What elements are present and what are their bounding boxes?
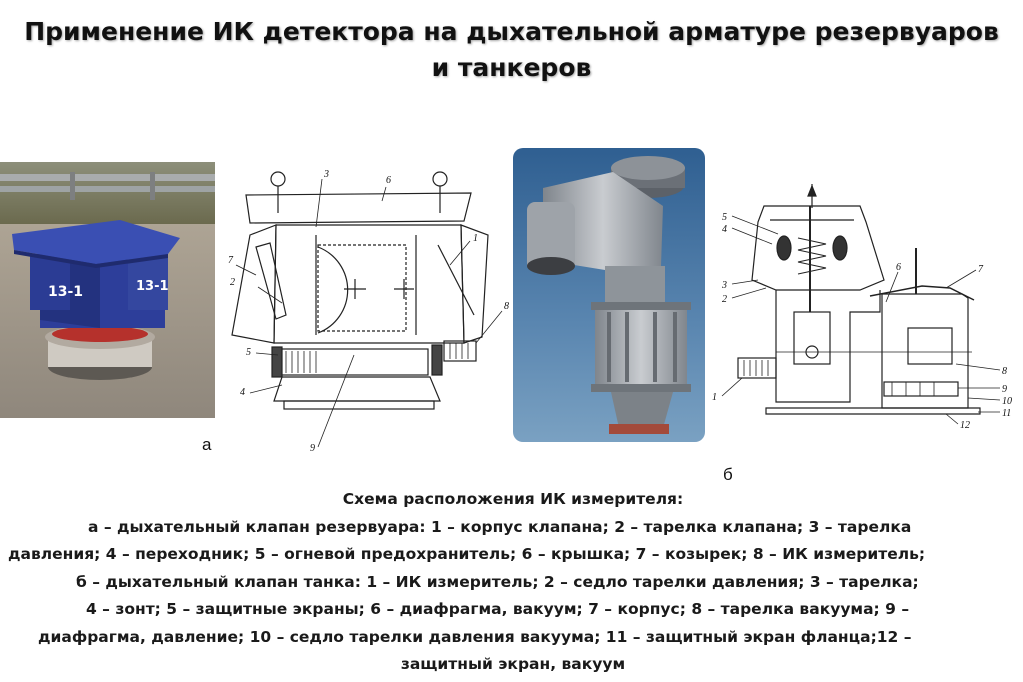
caption-a-line-2: давления; 4 – переходник; 5 – огневой предохранитель; 6 – крышка; 7 – козырек; 8 – ИК измеритель; [8,545,926,563]
diagram-b-callout-1: 1 [712,392,717,403]
diagram-a-callout-7: 7 [228,255,233,266]
diagram-b-callout-10: 10 [1002,396,1012,407]
diagram-b-callout-9: 9 [1002,384,1007,395]
figure-label-b: б [723,465,733,484]
diagram-b-callout-11: 11 [1002,408,1012,419]
caption-b-line-2: 4 – зонт; 5 – защитные экраны; 6 – диафрагма, вакуум; 7 – корпус; 8 – тарелка вакуума; 9 – [86,600,910,618]
diagram-a-callout-5: 5 [246,347,251,358]
caption-b-line-4: защитный экран, вакуум [400,655,626,673]
caption-heading: Схема расположения ИК измерителя: [342,490,684,508]
diagram-a-callout-3: 3 [324,169,329,180]
tag-13-1-right: 13-1 [136,279,169,294]
diagram-b-callout-2: 2 [722,294,727,305]
diagram-b-callout-12: 12 [960,420,970,431]
diagram-b-callout-8: 8 [1002,366,1007,377]
title-line-2: и танкеров [431,53,592,82]
diagram-b-callout-5: 5 [722,212,727,223]
diagram-tanker-valve [710,162,1020,432]
diagram-b-callout-7: 7 [978,264,983,275]
figure-label-a: а [202,435,212,454]
slide-title [0,14,1023,86]
figure-caption [8,486,1018,679]
diagram-b-callout-4: 4 [722,224,727,235]
diagram-a-callout-1: 1 [473,233,478,244]
tag-13-1-left: 13-1 [48,284,84,300]
diagram-a-callout-6: 6 [386,175,391,186]
diagram-a-callout-9: 9 [310,443,315,454]
diagram-a-callout-4: 4 [240,387,245,398]
diagram-b-callout-6: 6 [896,262,901,273]
diagram-tank-valve [226,165,518,465]
diagram-b-callout-3: 3 [722,280,727,291]
diagram-a-callout-8: 8 [504,301,509,312]
photo-tanker-breathing-valve [513,148,705,442]
diagram-a-callout-2: 2 [230,277,235,288]
caption-b-line-1: б – дыхательный клапан танка: 1 – ИК измеритель; 2 – седло тарелки давления; 3 – тарелка; [76,572,919,591]
caption-a-line-1: а – дыхательный клапан резервуара: 1 – корпус клапана; 2 – тарелка клапана; 3 – тарелка [88,517,912,536]
photo-tank-breathing-valve [0,162,215,418]
caption-b-line-3: диафрагма, давление; 10 – седло тарелки давления вакуума; 11 – защитный экран фланца;12 – [38,627,912,646]
title-line-1: Применение ИК детектора на дыхательной арматуре резервуаров [24,17,999,46]
